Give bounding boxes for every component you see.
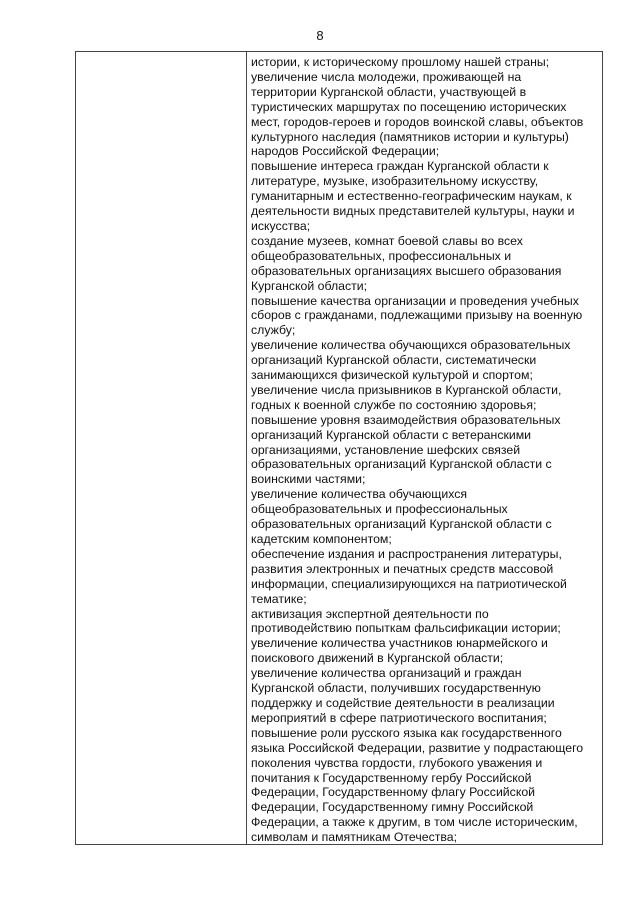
text-line: создание музеев, комнат боевой славы во всех [251,233,523,248]
text-line: активизация экспертной деятельности по [251,606,489,621]
text-line: Федерации, а также к другим, в том числе историческим, [251,815,578,830]
text-line: тематике; [251,591,307,606]
text-line: поколения чувства гордости, глубокого уважения и [251,755,543,770]
document-table [75,51,603,845]
text-line: образовательных организаций Курганской области с [251,517,552,532]
text-line: истории, к историческому прошлому нашей страны; [251,55,550,69]
text-line: Курганской области; [251,278,368,293]
text-line: литературе, музыке, изобразительному искусству, [251,174,539,189]
text-line: увеличение количества участников юнармейского и [251,636,548,651]
text-line: мероприятий в сфере патриотического воспитания; [251,710,547,725]
text-line: поддержку и содействие деятельности в реализации [251,695,555,710]
text-line: увеличение количества обучающихся образовательных [251,338,571,353]
text-line: увеличение числа молодежи, проживающей на [251,69,522,84]
text-line: языка Российской Федерации, развитие у подрастающего [251,740,584,755]
text-line: развития электронных и печатных средств массовой [251,561,554,576]
text-line: Федерации, Государственному гимну Российской [251,800,534,815]
text-line: общеобразовательных, профессиональных и [251,248,512,263]
page-number: 8 [316,28,324,43]
text-line: сборов с гражданами, подлежащими призыву на военную [251,308,583,323]
text-line: повышение интереса граждан Курганской области к [251,159,549,174]
text-line: повышение уровня взаимодействия образовательных [251,412,561,427]
text-line: общеобразовательных и профессиональных [251,502,508,517]
text-line: увеличение количества обучающихся [251,487,468,502]
table-right-column [247,52,602,844]
text-line: воинскими частями; [251,472,366,487]
text-line: искусства; [251,218,311,233]
text-line: организациями, установление шефских связей [251,442,521,457]
text-line: повышение качества организации и проведения учебных [251,293,579,308]
text-line: деятельности видных представителей культуры, науки и [251,204,575,219]
text-line: туристических маршрутах по посещению исторических [251,99,567,114]
text-line: образовательных организаций Курганской области с [251,457,552,472]
text-line: годных к военной службе по состоянию здоровья; [251,397,537,412]
text-line: кадетским компонентом; [251,532,392,546]
text-line: занимающихся физической культурой и спортом; [251,368,533,383]
text-line: символам и памятникам Отечества; [251,830,458,844]
text-line: территории Курганской области, участвующей в [251,84,527,99]
text-line: Курганской области, получивших государственную [251,681,541,696]
text-line: поискового движений в Курганской области; [251,651,504,666]
text-line: почитания к Государственному гербу Российской [251,770,532,785]
text-line: культурного наследия (памятников истории и культуры) [251,129,569,144]
text-line: мест, городов-героев и городов воинской славы, объектов [251,114,584,129]
text-line: обеспечение издания и распространения литературы, [251,546,562,561]
text-line: службу; [251,323,296,338]
text-line: увеличение количества организаций и граждан [251,666,522,681]
text-line: народов Российской Федерации; [251,144,440,159]
text-line: организаций Курганской области, систематически [251,353,537,368]
table-left-column [76,52,247,844]
text-line: противодействию попыткам фальсификации истории; [251,621,561,636]
text-line: повышение роли русского языка как государственного [251,725,562,740]
text-line: информации, специализирующихся на патриотической [251,576,567,591]
text-line: образовательных организациях высшего образования [251,263,562,278]
text-line: Федерации, Государственному флагу Российской [251,785,536,800]
text-line: организаций Курганской области с ветеранскими [251,427,532,442]
text-line: увеличение числа призывников в Курганской области, [251,382,562,397]
text-line: гуманитарным и естественно-географическим наукам, к [251,189,572,204]
